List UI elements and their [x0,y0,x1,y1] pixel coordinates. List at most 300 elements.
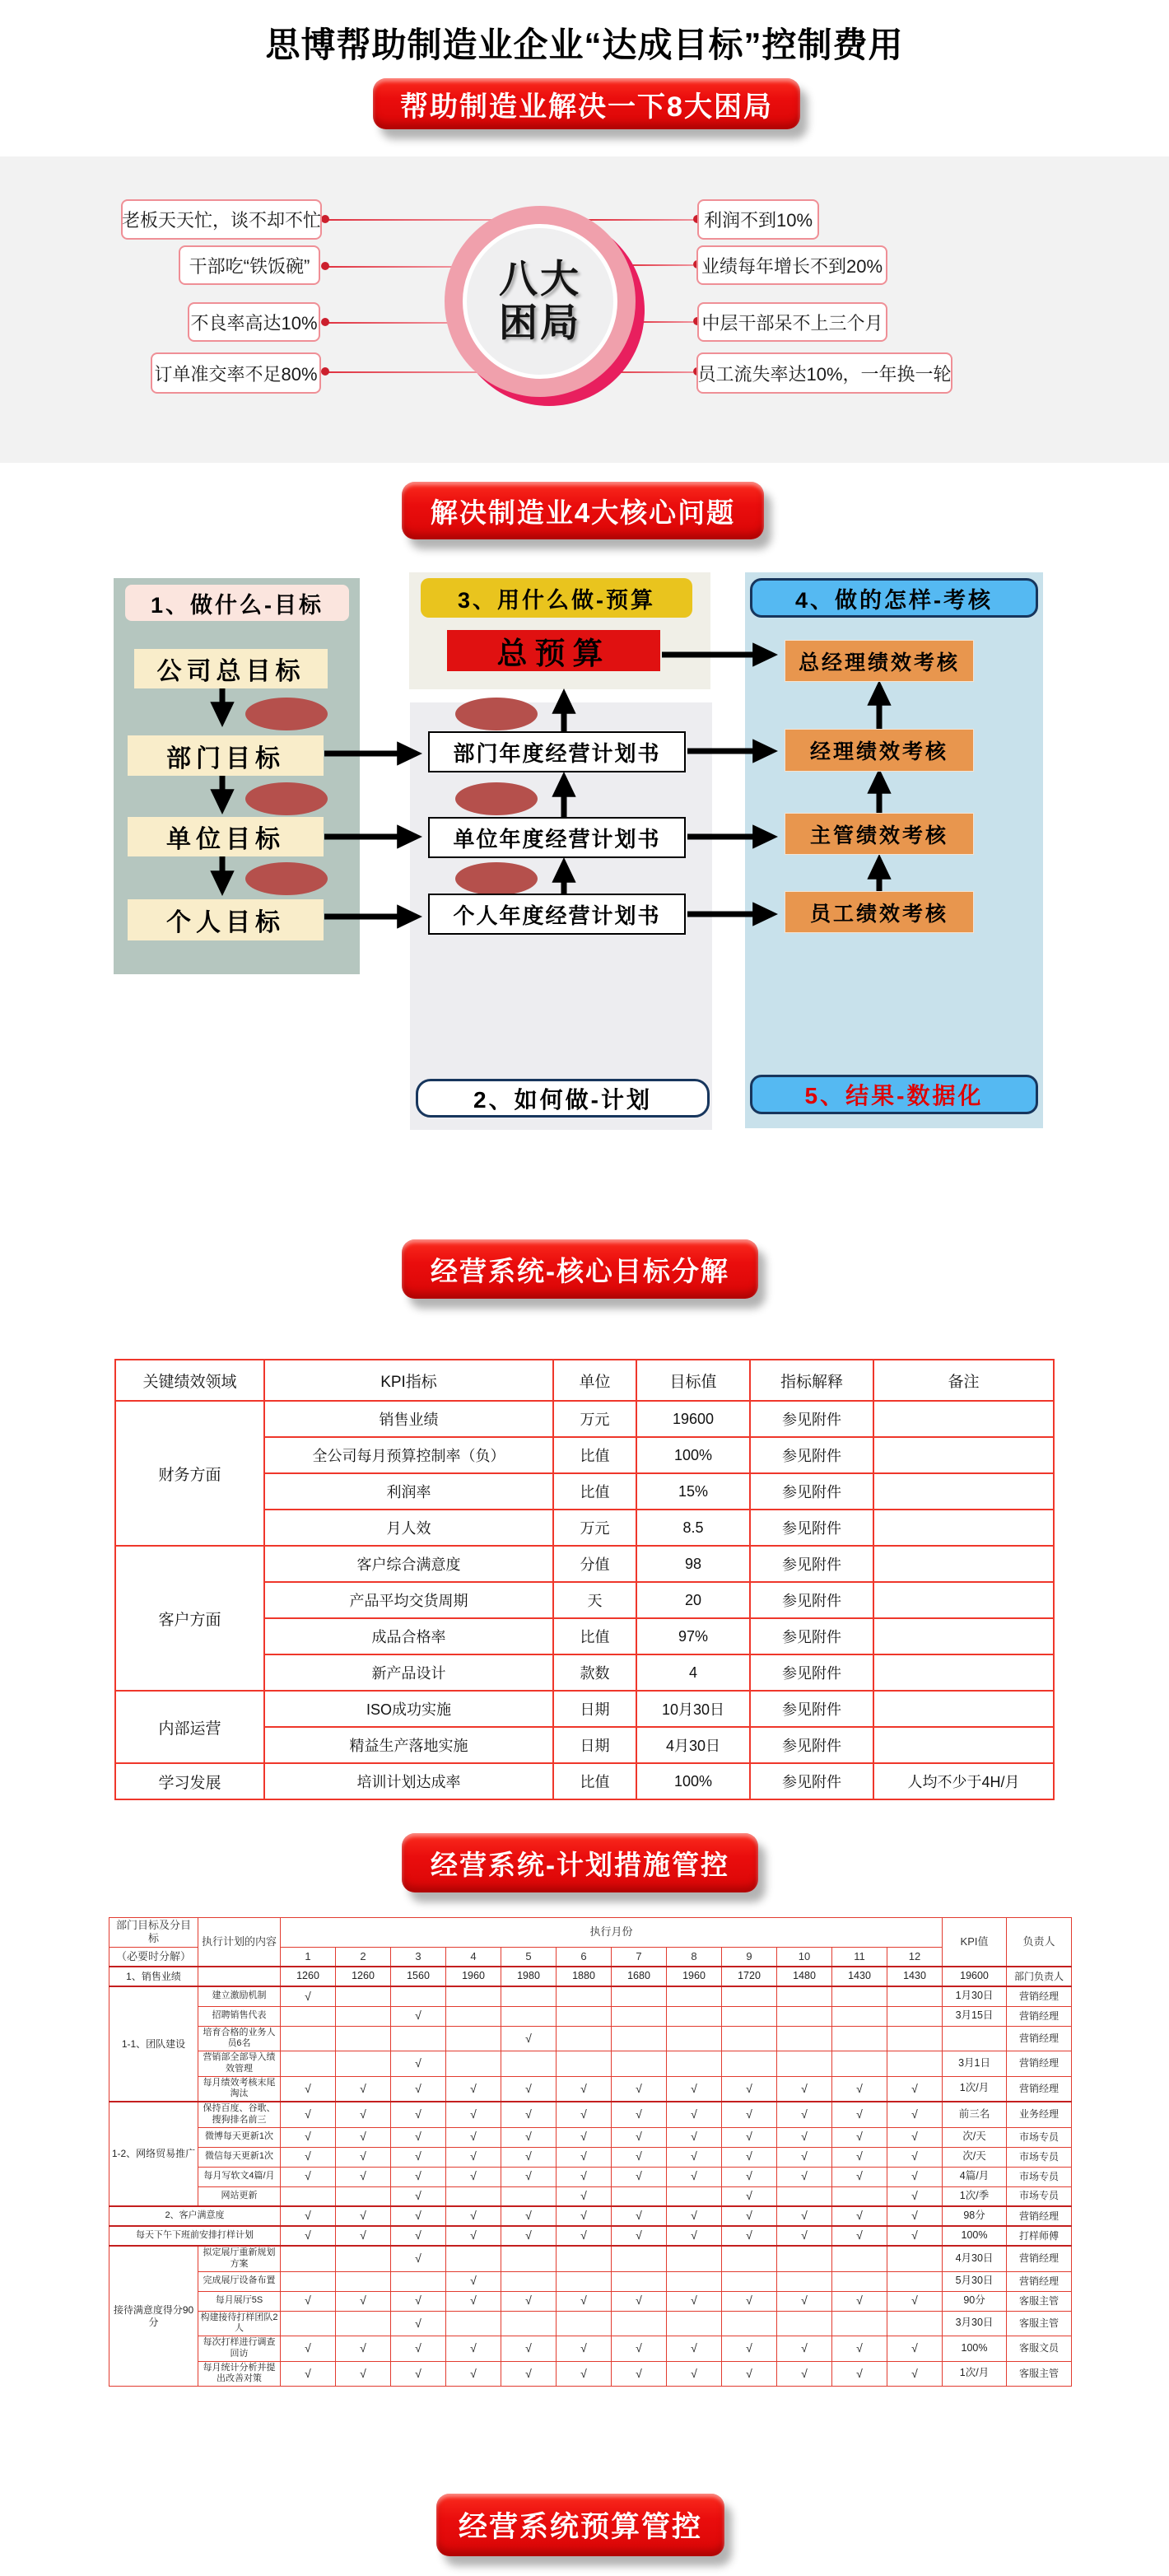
plan-month-cell: √ [777,2167,832,2186]
plan-task-cell: 微博每天更新1次 [198,2127,281,2147]
plan-month-cell: √ [887,2102,943,2127]
plan-kpi-cell: 3月30日 [943,2311,1007,2336]
plan-owner-cell: 营销经理 [1007,2006,1072,2026]
kpi-cell: 100% [636,1763,750,1799]
plan-month-cell [777,2271,832,2291]
plan-month-cell: √ [887,2206,943,2226]
kpi-cell: 98 [636,1546,750,1582]
plan-month-cell [501,2246,557,2271]
plan-month-cell [722,2271,777,2291]
plan-month-cell [336,2311,391,2336]
plan-month-cell [336,2246,391,2271]
plan-month-cell: √ [722,2336,777,2362]
plan-month-cell: 1430 [887,1967,943,1986]
plan-month-cell: √ [667,2226,722,2246]
plan-owner-cell: 客服主管 [1007,2291,1072,2311]
kpi-row [115,1763,1054,1799]
plan-month-cell: √ [887,2127,943,2147]
plan-month-cell [446,2186,501,2206]
plan-month-cell: √ [557,2147,612,2167]
plan-month-cell: √ [501,2076,557,2102]
plan-month-cell [281,2186,336,2206]
plan-month-cell: √ [336,2147,391,2167]
kpi-cell: 97% [636,1618,750,1654]
kpi-cell: 全公司每月预算控制率（负） [264,1437,553,1473]
plan-month-cell: √ [446,2167,501,2186]
connector-line [589,219,696,221]
plan-month-cell: √ [446,2226,501,2246]
plan-month-cell [887,2026,943,2051]
plan-month-cell: 1960 [667,1967,722,1986]
plan-month-cell: √ [391,2311,446,2336]
plan-month-cell: √ [777,2291,832,2311]
kpi-cell: 100% [636,1437,750,1473]
plan-month-cell [777,2051,832,2077]
plan-kpi-cell: 次/天 [943,2147,1007,2167]
plan-month-cell [887,2006,943,2026]
plan-month-cell: √ [336,2206,391,2226]
plan-owner-cell: 客服主管 [1007,2361,1072,2387]
plan-month-cell [501,2311,557,2336]
plan-month-cell [557,2271,612,2291]
plan-owner-cell: 营销经理 [1007,2076,1072,2102]
plan-month-cell: √ [832,2127,887,2147]
plan-month-cell: √ [832,2147,887,2167]
plan-kpi-header: KPI值 [943,1918,1007,1967]
plan-month-cell [832,2246,887,2271]
kpi-cell: 比值 [553,1437,636,1473]
plan-month-cell: √ [667,2291,722,2311]
kpi-row [115,1546,1054,1582]
plan-month-cell [832,2006,887,2026]
plan-owner-cell: 营销经理 [1007,2246,1072,2271]
kpi-cell: 天 [553,1582,636,1618]
plan-month-cell: √ [667,2206,722,2226]
dilemma-item: 干部吃“铁饭碗” [179,245,320,285]
plan-month-cell: √ [722,2226,777,2246]
kpi-col-header: KPI指标 [264,1360,553,1401]
plan-row [109,2127,1072,2147]
badge-line1: 八大 [499,257,581,301]
plan-month-cell [281,2006,336,2026]
plan-kpi-cell: 98分 [943,2206,1007,2226]
plan-kpi-cell: 1月30日 [943,1986,1007,2006]
kpi-cell: ISO成功实施 [264,1691,553,1727]
plan-month-number: 8 [667,1947,722,1967]
plan-month-cell: √ [832,2336,887,2362]
plan-month-cell: √ [887,2167,943,2186]
kpi-cell: 万元 [553,1510,636,1546]
plan-month-cell: 1960 [446,1967,501,1986]
plan-month-cell [777,2006,832,2026]
kpi-cell: 参见附件 [750,1473,873,1510]
connector-line [328,266,454,268]
banner-eight-dilemmas: 帮助制造业解决一下8大困局 [373,78,800,129]
plan-month-cell: √ [391,2246,446,2271]
review-box: 总经理绩效考核 [785,640,974,682]
plan-kpi-cell: 1次/月 [943,2361,1007,2387]
review-box: 经理绩效考核 [785,729,974,772]
plan-month-cell: √ [501,2102,557,2127]
plan-month-cell [832,2051,887,2077]
plan-month-number: 7 [612,1947,667,1967]
plan-month-cell: √ [391,2006,446,2026]
plan-task-cell: 微信每天更新1次 [198,2147,281,2167]
plan-month-number: 6 [557,1947,612,1967]
plan-month-cell [722,1986,777,2006]
plan-kpi-cell: 次/天 [943,2127,1007,2147]
goal-box: 个人目标 [128,899,324,940]
plan-kpi-cell: 90分 [943,2291,1007,2311]
plan-month-cell: √ [501,2167,557,2186]
kpi-cell: 参见附件 [750,1437,873,1473]
plan-task-cell: 网站更新 [198,2186,281,2206]
plan-month-cell [557,2051,612,2077]
plan-month-cell: √ [667,2167,722,2186]
plan-month-number: 5 [501,1947,557,1967]
plan-month-cell: √ [391,2291,446,2311]
plan-month-cell [281,2311,336,2336]
dilemma-item: 业绩每年增长不到20% [696,245,887,285]
plan-month-cell: 1260 [281,1967,336,1986]
plan-task-cell: 每月写软文4篇/月 [198,2167,281,2186]
plan-kpi-cell: 3月15日 [943,2006,1007,2026]
plan-month-cell: √ [612,2336,667,2362]
badge-line2: 困局 [499,301,581,344]
plan-month-cell: √ [557,2226,612,2246]
plan-task-cell: 每天下午下班前安排打样计划 [109,2226,281,2246]
kpi-area-cell: 财务方面 [115,1401,264,1546]
connector-dot [321,367,329,376]
plan-month-cell: √ [391,2167,446,2186]
kpi-cell [873,1546,1054,1582]
plan-month-cell: √ [777,2127,832,2147]
kpi-cell: 19600 [636,1401,750,1437]
plan-month-cell: √ [391,2361,446,2387]
plan-row [109,2076,1072,2102]
plan-month-cell: √ [612,2226,667,2246]
connector-dot [321,318,329,326]
plan-month-cell: √ [557,2127,612,2147]
plan-kpi-cell: 100% [943,2226,1007,2246]
plan-goal-cell: 1、销售业绩 [109,1967,198,1986]
plan-month-cell [612,2311,667,2336]
plan-month-cell: √ [501,2206,557,2226]
plan-month-cell [336,2006,391,2026]
plan-kpi-cell: 19600 [943,1967,1007,1986]
plan-month-cell [667,2186,722,2206]
plan-owner-cell: 市场专员 [1007,2186,1072,2206]
plan-month-cell: √ [501,2127,557,2147]
plan-goal-cell: 1-2、网络贸易推广 [109,2102,198,2206]
kpi-cell [873,1727,1054,1763]
plan-month-cell: √ [667,2361,722,2387]
plan-month-cell: √ [501,2026,557,2051]
plan-month-cell [667,1986,722,2006]
banner-budget-control: 经营系统预算管控 [436,2494,724,2556]
plan-month-cell [612,2186,667,2206]
plan-task-cell [198,1967,281,1986]
plan-row [109,2271,1072,2291]
plan-row [109,2246,1072,2271]
plan-month-cell [446,2246,501,2271]
plan-month-cell: √ [336,2336,391,2362]
plan-month-cell: √ [281,2127,336,2147]
kpi-cell: 成品合格率 [264,1618,553,1654]
plan-measures-table [109,1917,1072,2387]
kpi-cell: 参见附件 [750,1546,873,1582]
plan-task-cell: 2、客户满意度 [109,2206,281,2226]
plan-row [109,2311,1072,2336]
plan-month-cell: √ [281,2361,336,2387]
plan-month-cell: √ [777,2147,832,2167]
kpi-cell: 参见附件 [750,1727,873,1763]
plan-month-number: 3 [391,1947,446,1967]
plan-month-cell [887,1986,943,2006]
plan-month-cell [612,2246,667,2271]
dilemma-item: 老板天天忙，谈不却不忙 [121,199,322,240]
plan-month-cell: √ [722,2206,777,2226]
plan-table-body [109,1967,1072,2387]
plan-month-cell [281,2026,336,2051]
kpi-col-header: 单位 [553,1360,636,1401]
page-title: 思博帮助制造业企业“达成目标”控制费用 [265,26,904,64]
plan-month-cell: √ [336,2076,391,2102]
plan-month-cell: √ [446,2147,501,2167]
plan-month-cell: 1260 [336,1967,391,1986]
plan-month-cell: √ [281,2147,336,2167]
plan-month-cell [501,2271,557,2291]
plan-month-cell: √ [777,2336,832,2362]
kpi-cell: 客户综合满意度 [264,1546,553,1582]
plan-row [109,2167,1072,2186]
kpi-cell: 产品平均交货周期 [264,1582,553,1618]
plan-month-cell: √ [777,2102,832,2127]
plan-month-cell: √ [501,2291,557,2311]
connector-line [328,219,494,221]
plan-owner-cell: 打样师傅 [1007,2226,1072,2246]
kpi-cell: 8.5 [636,1510,750,1546]
plan-month-cell: √ [612,2361,667,2387]
plan-month-cell: √ [777,2361,832,2387]
plan-month-cell: √ [281,2226,336,2246]
kpi-cell: 新产品设计 [264,1654,553,1691]
plan-row [109,2186,1072,2206]
plan-month-cell: √ [281,1986,336,2006]
plan-month-cell: √ [336,2127,391,2147]
plan-month-cell [667,2246,722,2271]
dilemma-item: 不良率高达10% [188,302,320,342]
goal-box: 公司总目标 [134,649,328,688]
flow-header-budget: 3、用什么做-预算 [421,578,692,618]
ellipse-marker [245,698,328,730]
connector-dot [321,215,329,223]
plan-month-cell: √ [391,2102,446,2127]
plan-month-cell [446,1986,501,2006]
plan-month-cell: √ [612,2167,667,2186]
plan-month-cell: √ [501,2147,557,2167]
plan-month-cell: √ [557,2102,612,2127]
total-budget-box: 总预算 [447,630,660,671]
plan-task-cell: 保持百度、谷歌、搜狗排名前三 [198,2102,281,2127]
plan-month-cell [722,2026,777,2051]
plan-month-cell: √ [887,2361,943,2387]
plan-month-cell [777,2246,832,2271]
plan-month-cell: √ [612,2102,667,2127]
plan-month-cell: √ [722,2076,777,2102]
plan-month-cell [336,2271,391,2291]
plan-month-cell [722,2051,777,2077]
plan-month-cell: √ [722,2102,777,2127]
plan-month-cell: √ [446,2102,501,2127]
plan-month-cell [557,2026,612,2051]
plan-task-cell: 培育合格的业务人员6名 [198,2026,281,2051]
plan-row [109,2336,1072,2362]
plan-owner-cell: 市场专员 [1007,2167,1072,2186]
plan-month-cell [777,2311,832,2336]
kpi-cell: 分值 [553,1546,636,1582]
plan-owner-cell: 客服主管 [1007,2311,1072,2336]
plan-month-cell: √ [391,2076,446,2102]
plan-month-cell [501,1986,557,2006]
ellipse-marker [245,782,328,815]
plan-month-cell [446,2006,501,2026]
plan-month-number: 1 [281,1947,336,1967]
eight-dilemmas-badge [463,224,617,379]
plan-month-number: 10 [777,1947,832,1967]
kpi-row [115,1401,1054,1437]
plan-month-cell: √ [336,2291,391,2311]
plan-owner-cell: 市场专员 [1007,2147,1072,2167]
plan-row [109,2102,1072,2127]
plan-month-cell: √ [722,2291,777,2311]
connector-dot [321,262,329,270]
plan-month-cell: √ [667,2336,722,2362]
banner-plan-measures: 经营系统-计划措施管控 [402,1833,758,1892]
kpi-cell: 精益生产落地实施 [264,1727,553,1763]
plan-months-header: 执行月份 [281,1918,943,1948]
kpi-cell: 比值 [553,1763,636,1799]
plan-month-cell [832,2186,887,2206]
plan-month-cell: √ [281,2206,336,2226]
plan-month-cell [281,2051,336,2077]
kpi-cell: 15% [636,1473,750,1510]
plan-month-cell [557,2006,612,2026]
plan-task-cell: 每月绩效考核末尾淘汰 [198,2076,281,2102]
plan-month-cell: √ [281,2076,336,2102]
dilemma-item: 中层干部呆不上三个月 [697,302,887,342]
plan-owner-cell: 业务经理 [1007,2102,1072,2127]
plan-month-cell: √ [832,2361,887,2387]
connector-line [628,264,693,266]
plan-month-cell: √ [887,2226,943,2246]
plan-owner-cell: 营销经理 [1007,2206,1072,2226]
plan-month-cell [667,2006,722,2026]
plan-month-cell [887,2051,943,2077]
plan-header-row1 [109,1918,1072,1948]
goal-box: 单位目标 [128,817,324,856]
plan-month-cell: √ [612,2127,667,2147]
plan-month-cell: √ [391,2186,446,2206]
plan-kpi-cell: 5月30日 [943,2271,1007,2291]
kpi-cell [873,1618,1054,1654]
plan-month-cell: √ [887,2186,943,2206]
kpi-table [114,1359,1055,1800]
plan-month-cell: √ [722,2167,777,2186]
kpi-row [115,1691,1054,1727]
plan-box: 个人年度经营计划书 [428,894,686,935]
plan-owner-header: 负责人 [1007,1918,1072,1967]
plan-month-number: 4 [446,1947,501,1967]
plan-month-cell [501,2186,557,2206]
plan-box: 部门年度经营计划书 [428,731,686,772]
plan-month-cell [446,2051,501,2077]
plan-month-cell: √ [391,2336,446,2362]
plan-month-cell [887,2246,943,2271]
kpi-col-header: 指标解释 [750,1360,873,1401]
kpi-cell: 款数 [553,1654,636,1691]
plan-month-cell: √ [336,2361,391,2387]
plan-kpi-cell: 4月30日 [943,2246,1007,2271]
plan-row [109,2051,1072,2077]
kpi-cell: 利润率 [264,1473,553,1510]
plan-month-cell [667,2311,722,2336]
kpi-cell: 10月30日 [636,1691,750,1727]
plan-owner-cell: 市场专员 [1007,2127,1072,2147]
plan-month-cell [667,2051,722,2077]
plan-month-cell: 1720 [722,1967,777,1986]
plan-month-cell: √ [446,2127,501,2147]
plan-month-cell: √ [336,2226,391,2246]
plan-month-cell [722,2311,777,2336]
plan-month-cell [391,2271,446,2291]
plan-month-cell: √ [612,2291,667,2311]
plan-month-cell [391,2026,446,2051]
kpi-cell [873,1691,1054,1727]
plan-month-cell: √ [281,2102,336,2127]
plan-goal-cell: 接待满意度得分90分 [109,2246,198,2387]
kpi-cell: 20 [636,1582,750,1618]
plan-month-cell: √ [667,2076,722,2102]
plan-kpi-cell [943,2026,1007,2051]
plan-owner-cell: 营销经理 [1007,2051,1072,2077]
dilemma-item: 订单准交率不足80% [151,352,321,394]
plan-month-cell [777,2026,832,2051]
plan-month-cell [336,1986,391,2006]
plan-month-cell [667,2271,722,2291]
plan-kpi-cell: 3月1日 [943,2051,1007,2077]
plan-month-cell: √ [722,2361,777,2387]
kpi-cell: 参见附件 [750,1691,873,1727]
plan-row [109,1967,1072,1986]
plan-row [109,2291,1072,2311]
ellipse-marker [455,698,538,730]
plan-month-cell [832,2026,887,2051]
plan-month-cell [281,2271,336,2291]
plan-month-cell: √ [667,2147,722,2167]
plan-month-cell: √ [281,2167,336,2186]
kpi-cell: 比值 [553,1618,636,1654]
plan-month-cell: √ [557,2076,612,2102]
plan-month-cell: √ [832,2102,887,2127]
plan-task-cell: 完成展厅设备布置 [198,2271,281,2291]
kpi-table-body [115,1401,1054,1799]
kpi-cell: 日期 [553,1691,636,1727]
plan-month-cell [281,2246,336,2271]
banner-four-core-problems: 解决制造业4大核心问题 [402,482,764,539]
kpi-cell: 万元 [553,1401,636,1437]
plan-row [109,2206,1072,2226]
